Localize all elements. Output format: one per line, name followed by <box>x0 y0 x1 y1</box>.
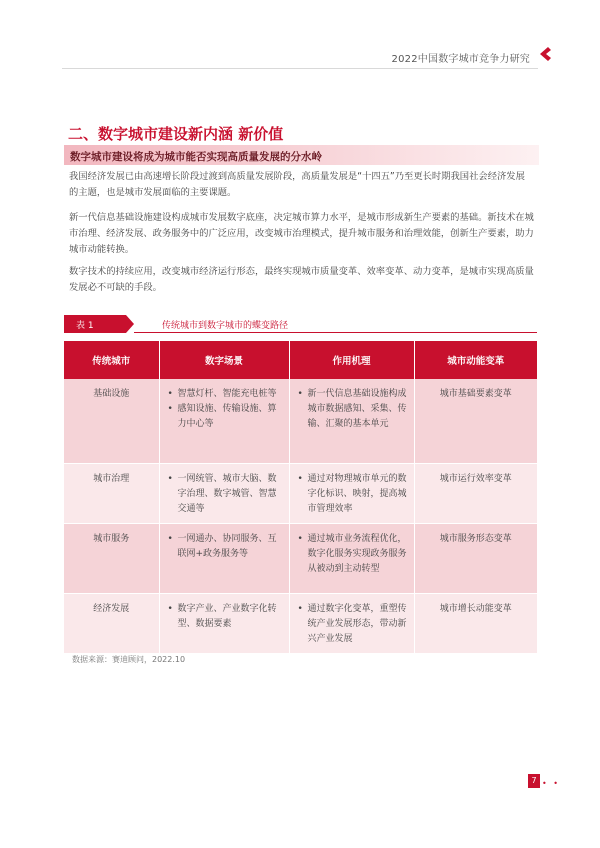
cell-mechanism <box>289 464 414 524</box>
cell-scenes <box>159 594 289 654</box>
highlight-text: 数字城市建设将成为城市能否实现高质量发展的分水岭 <box>70 151 322 163</box>
cell-scenes <box>159 524 289 594</box>
table-label-row <box>64 315 537 333</box>
scene-item: • 智慧灯杆、智能充电桩等 <box>178 387 283 402</box>
mechanism-item: • 新一代信息基础设施构成城市数据感知、采集、传输、汇聚的基本单元 <box>308 387 408 432</box>
table-row <box>64 524 537 594</box>
table-row <box>64 594 537 654</box>
cell-scenes <box>159 464 289 524</box>
table-badge <box>64 315 126 333</box>
scene-item: • 数字产业、产业数字化转型、数据要素 <box>178 602 283 632</box>
header-city-change: 城市动能变革 <box>414 341 537 379</box>
table-row <box>64 379 537 464</box>
page-number: 7 <box>528 774 540 788</box>
cell-mechanism <box>289 524 414 594</box>
scene-item: • 一网统管、城市大脑、数字治理、数字城管、智慧交通等 <box>178 472 283 517</box>
cell-change: 城市服务形态变革 <box>414 524 537 594</box>
page-dots-decoration: • • <box>542 779 560 788</box>
table-badge-tip <box>126 315 134 333</box>
table-label: 表 1 <box>76 321 94 331</box>
paragraph-3: 数字技术的持续应用，改变城市经济运行形态，最终实现城市质量变革、效率变革、动力变革，是城市实现高质量发展必不可缺的手段。 <box>69 266 534 293</box>
chevron-left-icon <box>538 46 554 62</box>
cell-city: 经济发展 <box>64 594 159 654</box>
cell-city: 基础设施 <box>64 379 159 464</box>
scene-item: • 一网通办、协同服务、互联网+政务服务等 <box>178 532 283 562</box>
section-title: 二、数字城市建设新内涵 新价值 <box>68 125 284 143</box>
header-title: 2022中国数字城市竞争力研究 <box>391 54 530 65</box>
table-caption-underline <box>134 332 537 333</box>
cell-change: 城市基础要素变革 <box>414 379 537 464</box>
table-header-row <box>64 341 537 379</box>
header-digital-scenes: 数字场景 <box>159 341 289 379</box>
cell-change: 城市增长动能变革 <box>414 594 537 654</box>
cell-mechanism <box>289 379 414 464</box>
cell-mechanism <box>289 594 414 654</box>
cell-city: 城市治理 <box>64 464 159 524</box>
paragraph-1: 我国经济发展已由高速增长阶段过渡到高质量发展阶段，高质量发展是“十四五”乃至更长时期我国社会经济发展的主题，也是城市发展面临的主要课题。 <box>69 171 525 198</box>
paragraph-2: 新一代信息基础设施建设构成城市发展数字底座，决定城市算力水平，是城市形成新生产要素的基础。新技术在城市治理、经济发展、政务服务中的广泛应用，改变城市治理模式，提升城市服务和治理效能，创新生产要素，助力城市动能转换。 <box>69 212 534 255</box>
table-row <box>64 464 537 524</box>
mechanism-item: • 通过城市业务流程优化，数字化服务实现政务服务从被动到主动转型 <box>308 532 408 577</box>
data-source: 数据来源：赛迪顾问，2022.10 <box>72 655 186 664</box>
header-divider <box>62 68 538 69</box>
mechanism-item: • 通过数字化变革，重塑传统产业发展形态，带动新兴产业发展 <box>308 602 408 647</box>
scene-item: • 感知设施、传输设施、算力中心等 <box>178 402 283 432</box>
cell-city: 城市服务 <box>64 524 159 594</box>
cell-change: 城市运行效率变革 <box>414 464 537 524</box>
transformation-table <box>64 341 537 654</box>
cell-scenes <box>159 379 289 464</box>
mechanism-item: • 通过对物理城市单元的数字化标识、映射，提高城市管理效率 <box>308 472 408 517</box>
header-traditional-city: 传统城市 <box>64 341 159 379</box>
header-mechanism: 作用机理 <box>289 341 414 379</box>
table-caption: 传统城市到数字城市的蝶变路径 <box>162 321 289 331</box>
